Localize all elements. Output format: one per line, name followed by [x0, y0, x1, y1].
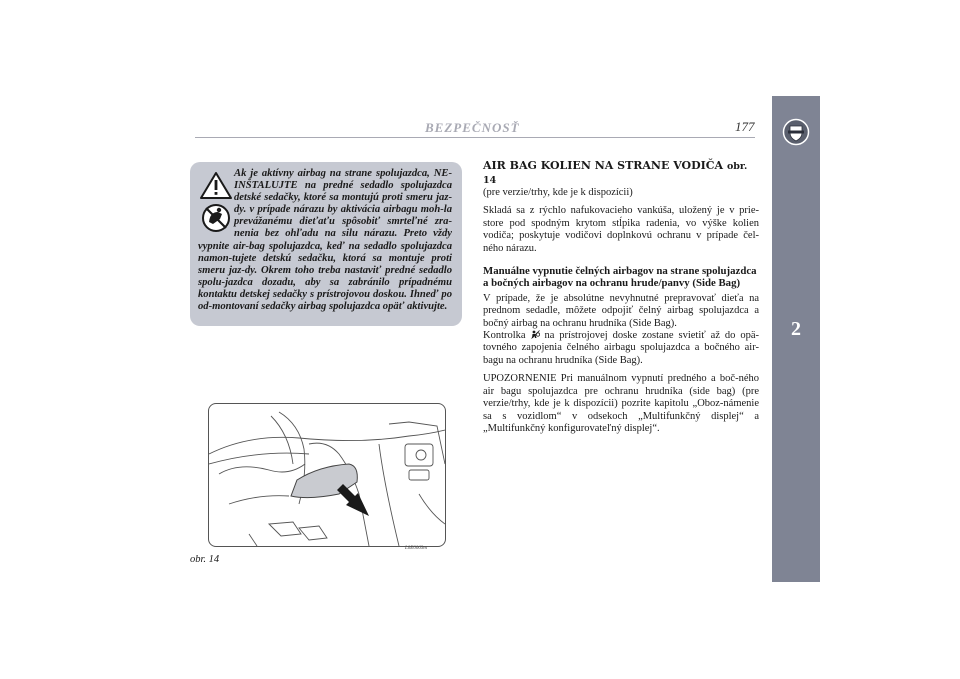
section-heading-text: AIR BAG KOLIEN NA STRANE VODIČA [483, 159, 724, 172]
header-rule [195, 137, 755, 138]
intro-paragraph: Skladá sa z rýchlo nafukovacieho vankúša, uložený je v prie-store pod spodným krytom stĺpika radenia, vo výške kolien vodiča; poskytuje vodičovi doplnkovú ochranu v prípade čel-ného nárazu. [483, 205, 759, 254]
knee-airbag-illustration [208, 403, 446, 547]
section-heading-figure-ref: obr. 14 [483, 161, 748, 186]
dashboard-drawing [209, 404, 445, 546]
paragraph-deactivation: V prípade, že je absolútne nevyhnutné prepravovať dieťa na prednom sedadle, môžete odpojiť čelný airbag spolujazdca a bočný airbag na ochranu hrudníka (Side Bag). [483, 292, 759, 329]
kontrolka-description: na prístrojovej doske zostane svietiť až do opä-tovného zapojenia čelného airbagu spolujazdca a bočného air-bagu na ochranu hrudníka (Side Bag). [483, 330, 760, 366]
airbag-off-warning-icon [531, 330, 540, 339]
warning-text-block [198, 168, 452, 313]
figure-code: L0E0069m [405, 546, 427, 551]
page-number: 177 [735, 119, 755, 134]
warning-text: Ak je aktívny airbag na strane spolujazdca, NE-INŠTALUJTE na predné sedadlo spolujazdca detské sedačky, ktoré sa montujú proti smeru jaz-dy. v prípade nárazu by aktivácia airbagu moh-la prevážanému dieťaťu spôsobiť smrteľné zra-nenia bez ohľadu na silu nárazu. Preto vždy vypnite air-bag spolujazdca, keď na sedadlo spolujazdca namon-tujete detskú sedačku, ktorá sa montuje proti smeru jaz-dy. Okrem toho treba nastaviť predné sedadlo spolu-jazdca dozadu, aby sa zabránilo prípadnému kontaktu detskej sedačky s prístrojovou doskou. Ihneď po od-montovaní sedačky airbag spolujazdca opäť aktivujte. [198, 168, 452, 313]
chapter-number: 2 [791, 318, 801, 340]
subheading: Manuálne vypnutie čelných airbagov na strane spolujazdca a bočných airbagov na ochranu hrude/panvy (Side Bag) [483, 265, 757, 290]
section-heading [483, 159, 759, 187]
paragraph-warning-light [483, 330, 759, 367]
warning-box [190, 162, 462, 326]
kontrolka-label: Kontrolka [483, 330, 526, 342]
figure-caption: obr. 14 [190, 554, 220, 565]
section-title: BEZPEČNOSŤ [425, 120, 520, 135]
lancia-shield-logo-icon [782, 118, 810, 146]
availability-note: (pre verzie/trhy, kde je k dispozícii) [483, 187, 633, 198]
arrow-icon [337, 484, 369, 516]
paragraph-notice: UPOZORNENIE Pri manuálnom vypnutí predného a boč-ného air bagu spolujazdca pre ochranu hrudníka (side bag) (pre verzie/trhy, kde je k dispozícii) pozrite kapitolu „Oboz-námenie sa s vozidlom“ v odsekoch „Multifunkčný displej“ a „Multifunkčný konfigurovateľný displej“. [483, 373, 759, 434]
chapter-side-tab [772, 96, 820, 582]
article-column [483, 159, 759, 441]
